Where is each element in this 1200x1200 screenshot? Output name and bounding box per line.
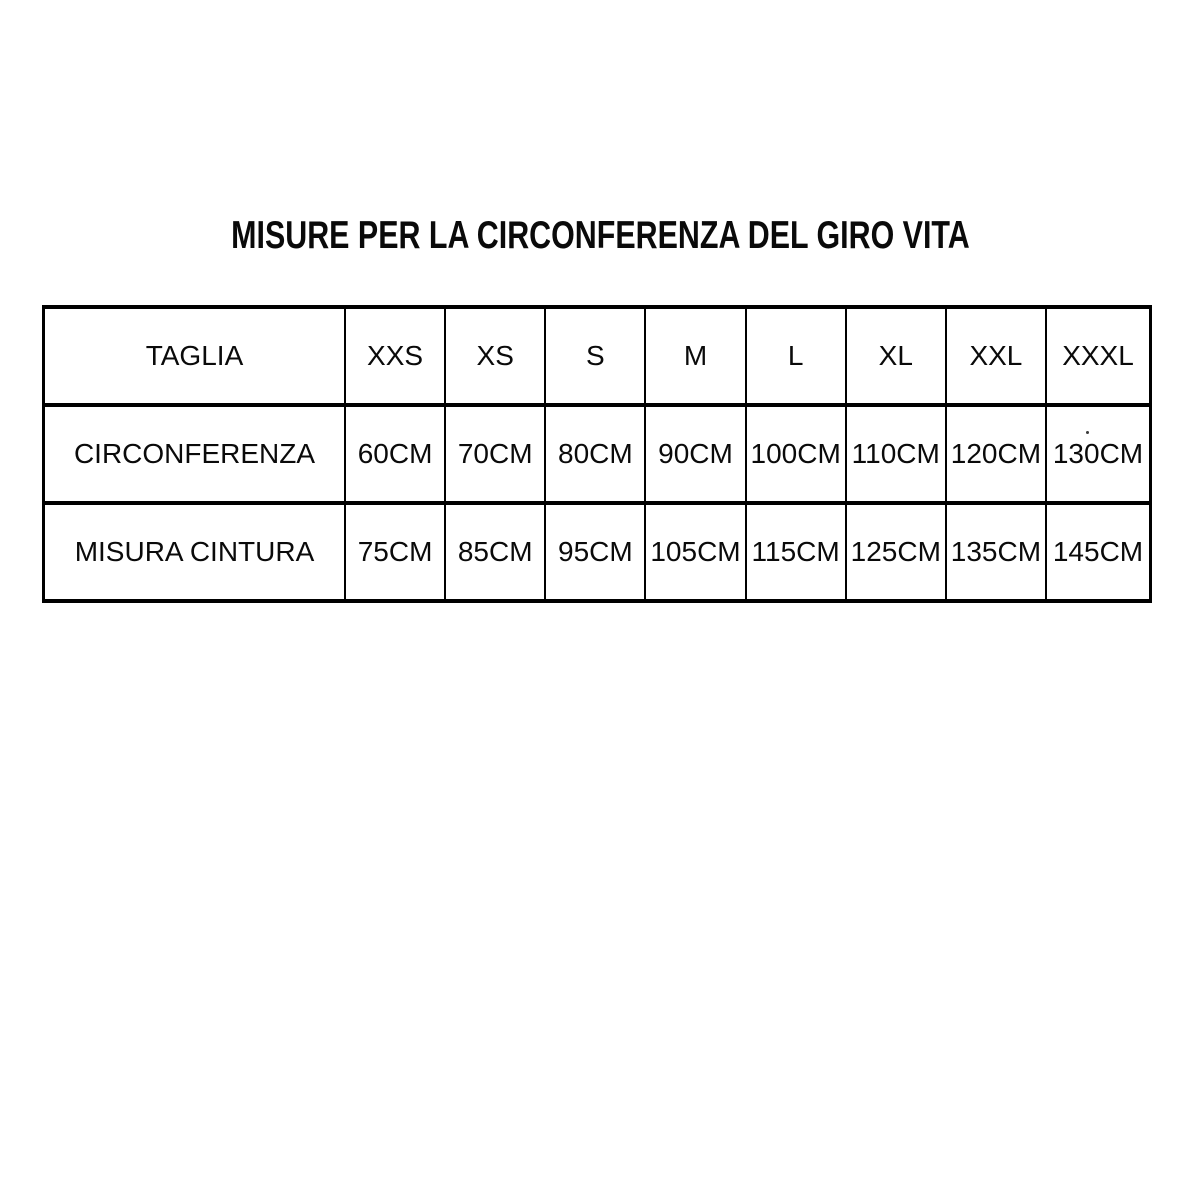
circonferenza-value-xxxl: 130CM (1046, 405, 1151, 503)
header-cell-size-xxs: XXS (345, 307, 445, 405)
misura-cintura-value-xxl: 135CM (946, 503, 1046, 601)
circonferenza-value-s: 80CM (545, 405, 645, 503)
header-cell-size-xs: XS (445, 307, 545, 405)
circonferenza-value-m: 90CM (645, 405, 745, 503)
header-cell-size-xxxl: XXXL (1046, 307, 1151, 405)
header-cell-size-xl: XL (846, 307, 946, 405)
circonferenza-value-l: 100CM (746, 405, 846, 503)
header-cell-size-l: L (746, 307, 846, 405)
size-chart-table (42, 305, 1152, 603)
circonferenza-value-xs: 70CM (445, 405, 545, 503)
circonferenza-value-xl: 110CM (846, 405, 946, 503)
header-cell-size-s: S (545, 307, 645, 405)
table-row-circonferenza (44, 405, 1151, 503)
table-header-row (44, 307, 1151, 405)
header-cell-taglia: TAGLIA (44, 307, 346, 405)
stray-dot-artifact (1086, 431, 1089, 434)
table-row-misura-cintura (44, 503, 1151, 601)
misura-cintura-value-xs: 85CM (445, 503, 545, 601)
page-title-text: MISURE PER LA CIRCONFERENZA DEL GIRO VITA (230, 214, 970, 257)
header-cell-size-xxl: XXL (946, 307, 1046, 405)
misura-cintura-value-s: 95CM (545, 503, 645, 601)
page-title (0, 216, 1200, 255)
misura-cintura-value-xxxl: 145CM (1046, 503, 1151, 601)
row-label-circonferenza: CIRCONFERENZA (44, 405, 346, 503)
row-label-misura-cintura: MISURA CINTURA (44, 503, 346, 601)
misura-cintura-value-xl: 125CM (846, 503, 946, 601)
misura-cintura-value-l: 115CM (746, 503, 846, 601)
circonferenza-value-xxs: 60CM (345, 405, 445, 503)
misura-cintura-value-m: 105CM (645, 503, 745, 601)
header-cell-size-m: M (645, 307, 745, 405)
circonferenza-value-xxl: 120CM (946, 405, 1046, 503)
misura-cintura-value-xxs: 75CM (345, 503, 445, 601)
